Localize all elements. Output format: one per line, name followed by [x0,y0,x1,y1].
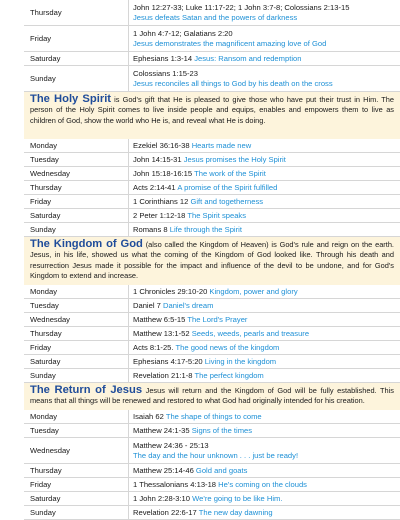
reading-theme: Hearts made new [192,141,252,150]
reading-cell [129,341,400,355]
day-cell: Sunday [24,223,129,237]
day-cell: Thursday [24,0,129,26]
table-row [24,369,400,383]
day-cell: Tuesday [24,299,129,313]
table-row [24,195,400,209]
scripture-reference: 1 John 4:7-12; Galatians 2:20 [133,29,400,38]
day-cell: Saturday [24,492,129,506]
reading-theme: The good news of the kingdom [176,343,280,352]
day-cell: Tuesday [24,153,129,167]
table-row [24,26,400,52]
table-row [24,299,400,313]
day-cell: Wednesday [24,313,129,327]
reading-theme: The shape of things to come [166,412,262,421]
reading-cell [129,299,400,313]
reading-table-holy-spirit [24,139,400,237]
table-row [24,355,400,369]
reading-cell [129,327,400,341]
table-row [24,506,400,520]
day-cell: Friday [24,478,129,492]
scripture-reference: Ephesians 1:3-14 [133,54,192,63]
day-cell: Saturday [24,209,129,223]
reading-theme: The day and the hour unknown . . . just be ready! [133,451,400,460]
table-row [24,181,400,195]
reading-theme: The new day dawning [199,508,273,517]
scripture-reference: Ezekiel 36:16-38 [133,141,190,150]
reading-cell [129,285,400,299]
day-cell: Sunday [24,369,129,383]
reading-cell [129,410,400,424]
day-cell: Friday [24,195,129,209]
reading-cell [129,181,400,195]
scripture-reference: Acts 2:14-41 [133,183,176,192]
reading-cell [129,139,400,153]
scripture-reference: John 12:27-33; Luke 11:17-22; 1 John 3:7-8; Colossians 2:13-15 [133,3,400,12]
scripture-reference: Matthew 24:1-35 [133,426,190,435]
scripture-reference: 1 John 2:28-3:10 [133,494,190,503]
reading-cell [129,52,400,66]
table-row [24,285,400,299]
reading-theme: We're going to be like Him. [192,494,282,503]
reading-theme: Kingdom, power and glory [209,287,297,296]
reading-cell [129,438,400,464]
scripture-reference: 1 Corinthians 12 [133,197,188,206]
reading-cell [129,492,400,506]
section-holy-spirit [24,92,400,139]
table-row [24,313,400,327]
reading-cell [129,209,400,223]
reading-cell [129,195,400,209]
reading-cell [129,153,400,167]
reading-theme: Jesus reconciles all things to God by his death on the cross [133,79,400,88]
scripture-reference: Matthew 24:36 - 25:13 [133,441,400,450]
day-cell: Monday [24,139,129,153]
reading-theme: Gold and goats [196,466,248,475]
section-return-of-jesus [24,383,400,410]
scripture-reference: 2 Peter 1:12-18 [133,211,185,220]
section-title: The Holy Spirit [30,93,111,105]
table-row [24,478,400,492]
reading-theme: The Spirit speaks [187,211,246,220]
reading-theme: The work of the Spirit [194,169,266,178]
scripture-reference: 1 Thessalonians 4:13-18 [133,480,216,489]
reading-theme: The perfect kingdom [195,371,264,380]
day-cell: Friday [24,341,129,355]
reading-cell [129,464,400,478]
reading-theme: Living in the kingdom [205,357,276,366]
reading-theme: Gift and togetherness [190,197,263,206]
section-kingdom-of-god [24,237,400,285]
reading-theme: Jesus promises the Holy Spirit [184,155,286,164]
scripture-reference: Ephesians 4:17-5:20 [133,357,203,366]
scripture-reference: 1 Chronicles 29:10-20 [133,287,207,296]
table-row [24,209,400,223]
section-description: is God's gift that He is pleased to give those who have put their trust in Him. The person of the Holy Spirit comes to live inside people and equips, enables and empowers them to live as children of God, show the world who He is, and reveal what He is doing. [30,95,394,125]
scripture-reference: Daniel 7 [133,301,161,310]
scripture-reference: Matthew 6:5-15 [133,315,185,324]
table-row [24,153,400,167]
day-cell: Thursday [24,464,129,478]
day-cell: Monday [24,410,129,424]
day-cell: Saturday [24,355,129,369]
reading-theme: Signs of the times [192,426,252,435]
reading-cell [129,369,400,383]
reading-theme: Seeds, weeds, pearls and treasure [192,329,309,338]
reading-cell [129,167,400,181]
reading-cell [129,66,400,92]
table-row [24,410,400,424]
scripture-reference: John 15:18-16:15 [133,169,192,178]
table-row [24,438,400,464]
reading-cell [129,355,400,369]
day-cell: Sunday [24,66,129,92]
day-cell: Sunday [24,506,129,520]
reading-table-atonement [24,0,400,92]
table-row [24,464,400,478]
section-description: Jesus will return and the Kingdom of God will be fully established. This means that all things will be renewed and restored to what God had originally intended for his creation. [30,386,394,405]
reading-cell [129,223,400,237]
reading-theme: The Lord's Prayer [187,315,247,324]
reading-cell [129,26,400,52]
day-cell: Monday [24,285,129,299]
scripture-reference: Colossians 1:15-23 [133,69,400,78]
scripture-reference: Acts 8:1-25. [133,343,174,352]
table-row [24,223,400,237]
reading-table-kingdom [24,285,400,383]
reading-cell [129,424,400,438]
day-cell: Wednesday [24,438,129,464]
section-description: (also called the Kingdom of Heaven) is God's rule and reign on the earth. Jesus, in his life, showed us what the coming of the Kingdom of God looked like. Through his death and resurrection Jesus made it possible for the impact and influence of the devil to be undone, and for God's Kingdom to extend and increase. [30,240,394,280]
reading-theme: Jesus: Ransom and redemption [194,54,301,63]
scripture-reference: Romans 8 [133,225,168,234]
scripture-reference: Revelation 22:6-17 [133,508,197,517]
table-row [24,167,400,181]
reading-theme: Jesus defeats Satan and the powers of darkness [133,13,400,22]
reading-theme: Life through the Spirit [170,225,242,234]
scripture-reference: Matthew 13:1-52 [133,329,190,338]
reading-cell [129,506,400,520]
scripture-reference: John 14:15-31 [133,155,182,164]
table-row [24,424,400,438]
day-cell: Tuesday [24,424,129,438]
table-row [24,139,400,153]
reading-cell [129,478,400,492]
reading-theme: He's coming on the clouds [218,480,307,489]
day-cell: Wednesday [24,167,129,181]
scripture-reference: Revelation 21:1-8 [133,371,193,380]
reading-theme: A promise of the Spirit fulfilled [177,183,277,192]
scripture-reference: Matthew 25:14-46 [133,466,194,475]
table-row [24,327,400,341]
section-title: The Return of Jesus [30,384,142,396]
reading-theme: Jesus demonstrates the magnificent amazing love of God [133,39,400,48]
scripture-reference: Isaiah 62 [133,412,164,421]
table-row [24,0,400,26]
section-title: The Kingdom of God [30,238,143,250]
day-cell: Thursday [24,327,129,341]
table-row [24,52,400,66]
table-row [24,66,400,92]
table-row [24,492,400,506]
reading-cell [129,313,400,327]
day-cell: Saturday [24,52,129,66]
day-cell: Thursday [24,181,129,195]
reading-theme: Daniel's dream [163,301,213,310]
reading-table-return [24,410,400,520]
table-row [24,341,400,355]
reading-cell [129,0,400,26]
day-cell: Friday [24,26,129,52]
